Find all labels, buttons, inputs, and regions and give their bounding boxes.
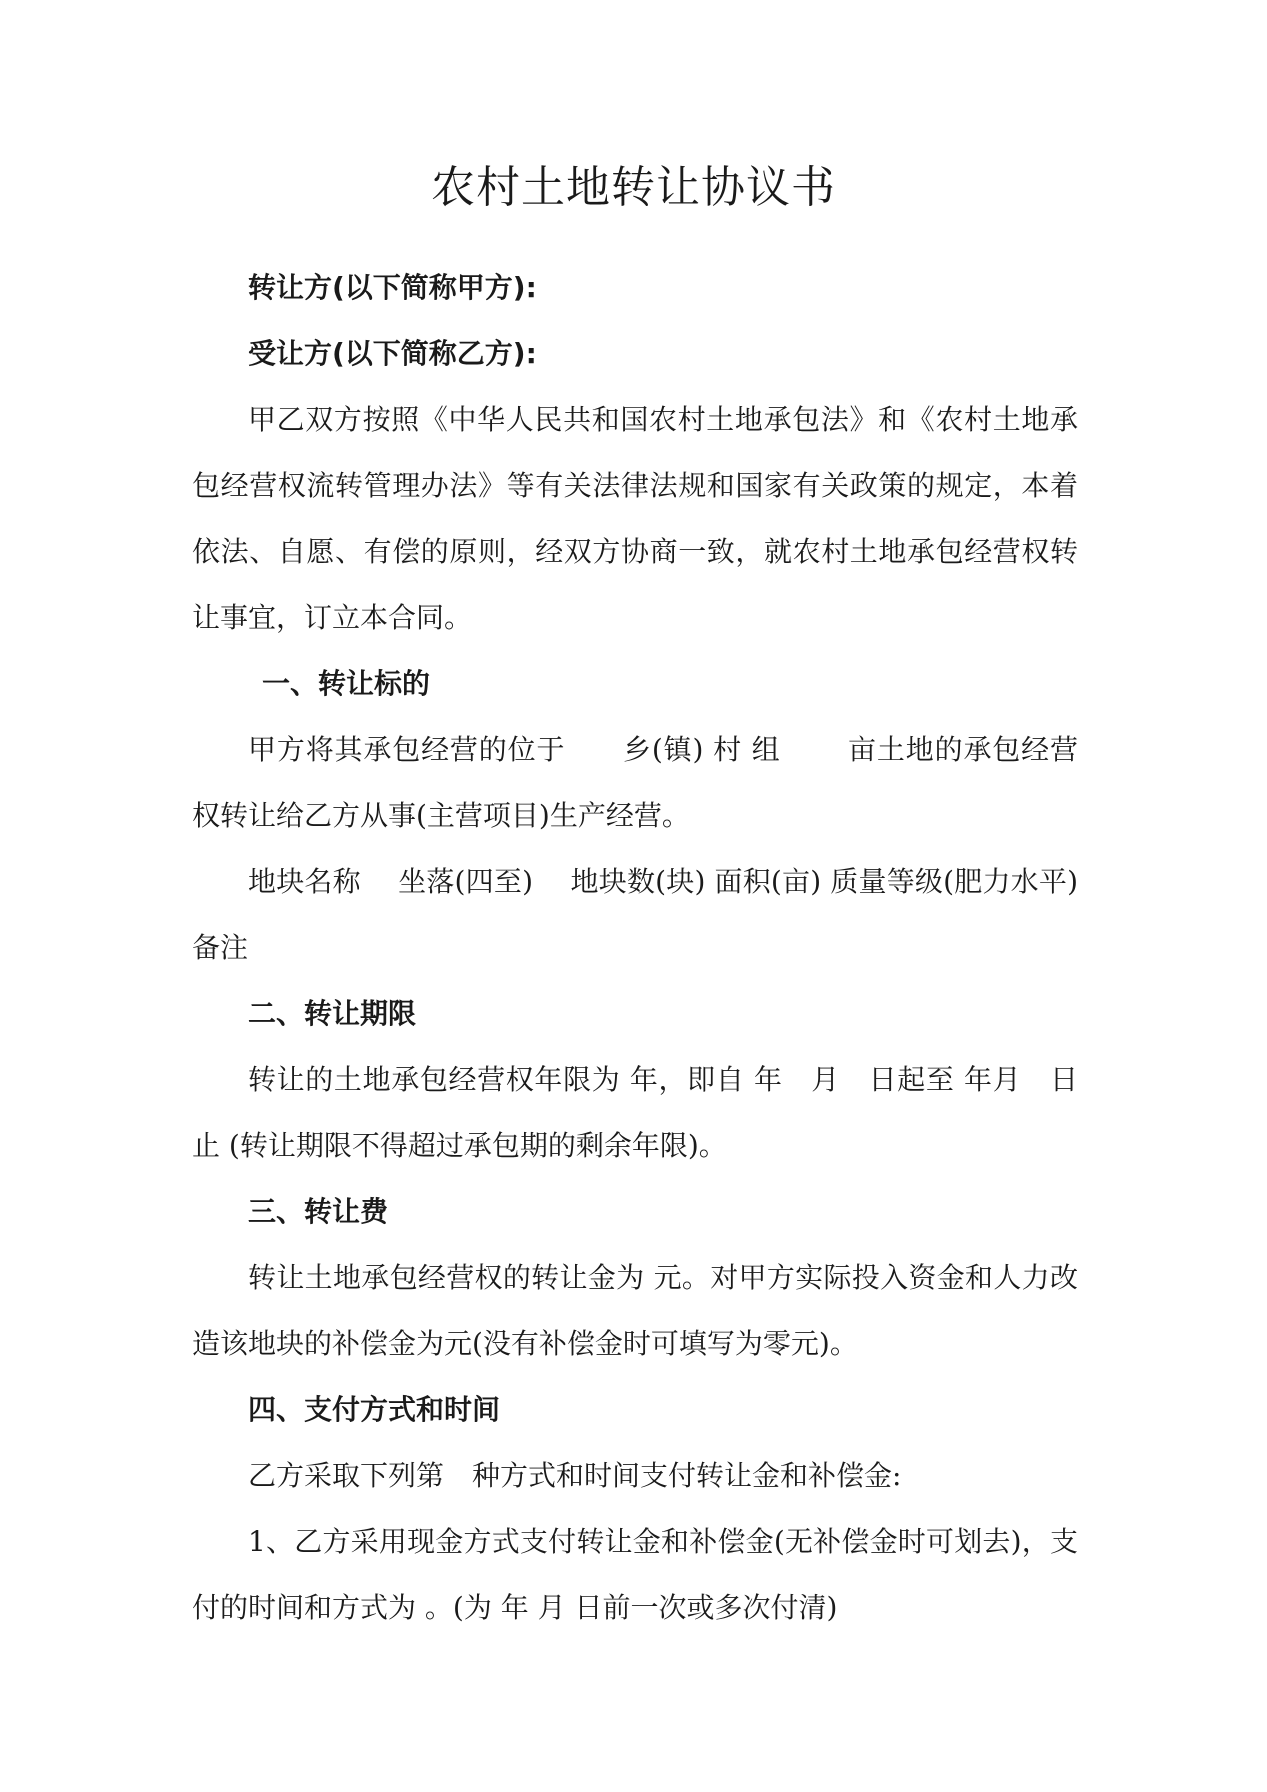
section-heading-term: 二、转让期限 xyxy=(248,997,417,1030)
paragraph-term: 转让的土地承包经营权年限为 年，即自 年 月 日起至 年月 日止 (转让期限不得超过承包期的剩余年限)。 xyxy=(192,1063,1078,1162)
intro-paragraph: 甲乙双方按照《中华人民共和国农村土地承包法》和《农村土地承包经营权流转管理办法》等有关法律法规和国家有关政策的规定，本着依法、自愿、有偿的原则，经双方协商一致，就农村土地承包经营权转让事宜，订立本合同。 xyxy=(192,403,1078,634)
transferor-line: 转让方(以下简称甲方): xyxy=(248,271,537,304)
section-heading-subject: 一、转让标的 xyxy=(262,667,431,700)
document-body xyxy=(192,255,1078,1641)
section-heading-payment: 四、支付方式和时间 xyxy=(248,1393,501,1426)
section-heading-fee: 三、转让费 xyxy=(248,1195,389,1228)
paragraph-plot-fields: 地块名称 坐落(四至) 地块数(块) 面积(亩) 质量等级(肥力水平) 备注 xyxy=(192,865,1078,964)
paragraph-payment-choice: 乙方采取下列第 种方式和时间支付转让金和补偿金: xyxy=(248,1459,902,1492)
document-title: 农村土地转让协议书 xyxy=(431,162,836,213)
paragraph-subject: 甲方将其承包经营的位于 乡(镇) 村 组 亩土地的承包经营权转让给乙方从事(主营项目)生产经营。 xyxy=(192,733,1078,832)
transferee-line: 受让方(以下简称乙方): xyxy=(248,337,537,370)
paragraph-fee: 转让土地承包经营权的转让金为 元。对甲方实际投入资金和人力改造该地块的补偿金为元(没有补偿金时可填写为零元)。 xyxy=(192,1261,1078,1360)
paragraph-payment-cash: 1、乙方采用现金方式支付转让金和补偿金(无补偿金时可划去)，支付的时间和方式为 。(为 年 月 日前一次或多次付清) xyxy=(192,1525,1078,1624)
